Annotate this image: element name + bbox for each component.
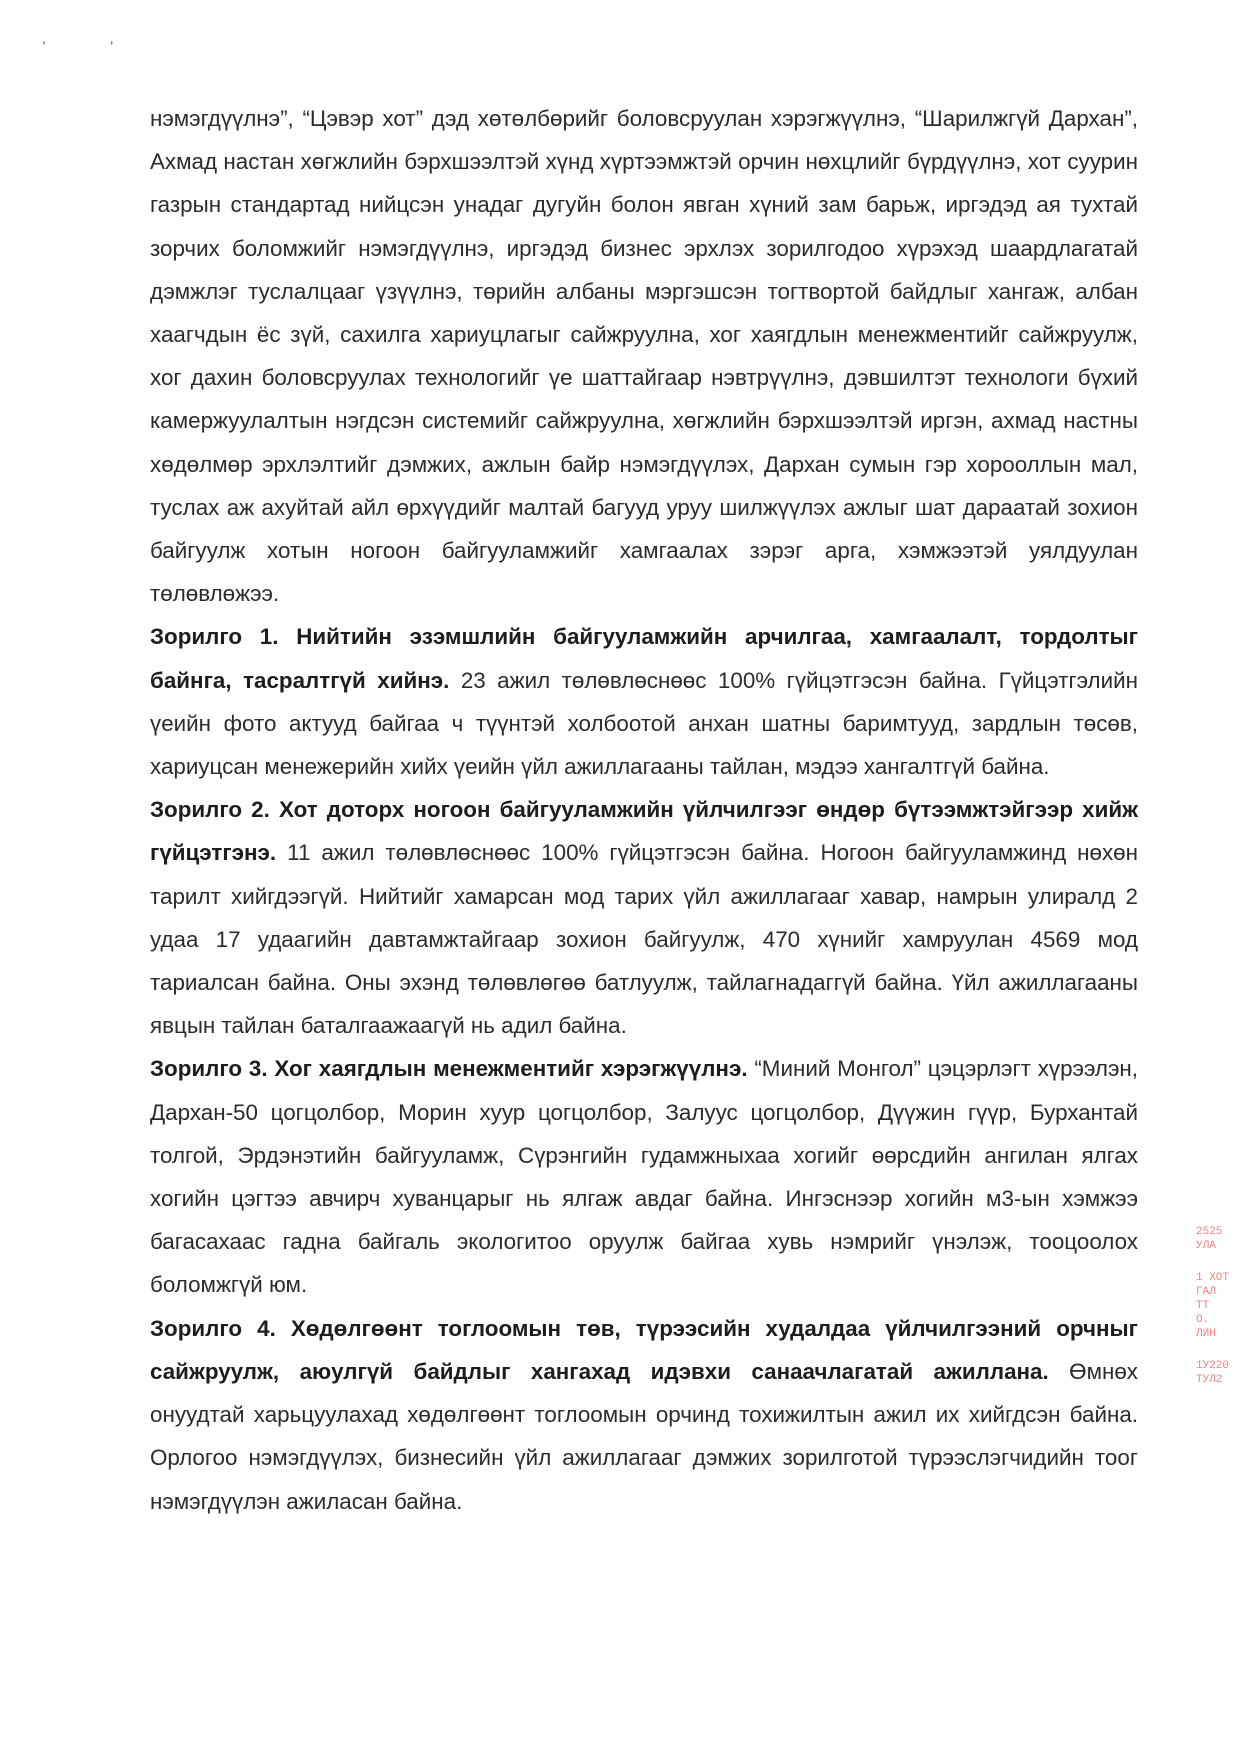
- stamp-line: ТУЛ2: [1196, 1374, 1223, 1386]
- stamp-line: ГАЛ: [1196, 1286, 1216, 1298]
- goal-heading: Зорилго 2. Хот доторх ногоон байгууламжийн үйлчилгээг өндөр бүтээмжтэйгээр хийж гүйцэтгэнэ.: [150, 797, 1138, 866]
- paragraph-text: 23 ажил төлөвлөснөөс 100% гүйцэтгэсэн байна. Гүйцэтгэлийн үеийн фото актууд байгаа ч түүнтэй холбоотой анхан шатны баримтууд, зардлын төсөв, хариуцсан менежерийн хийх үеийн үйл ажиллагааны тайлан, мэдээ хангалтгүй байна.: [150, 667, 1138, 780]
- goal-heading: Зорилго 1. Нийтийн эзэмшлийн байгууламжийн арчилгаа, хамгаалалт, тордолтыг байнга, тасралтгүй хийнэ.: [150, 624, 1138, 693]
- stamp-line: ТТ: [1196, 1300, 1210, 1312]
- margin-stamp: [1196, 1225, 1240, 1387]
- paragraph-goal-1: [150, 615, 1138, 788]
- stamp-line: 1 ХОТ: [1196, 1272, 1230, 1284]
- paragraph-intro: [150, 97, 1138, 615]
- paragraph-text: Өмнөх онуудтай харьцуулахад хөдөлгөөнт тоглоомын орчинд тохижилтын ажил их хийгдсэн байна. Орлогоо нэмэгдүүлэх, бизнесийн үйл ажиллагааг дэмжих зорилготой түрээслэгчидийн тоог нэмэгдүүлэн ажиласан байна.: [150, 1358, 1138, 1514]
- paragraph-goal-4: [150, 1307, 1138, 1523]
- stamp-line: 1У220: [1196, 1360, 1230, 1372]
- document-body: [150, 97, 1138, 1523]
- goal-heading: Зорилго 3. Хог хаягдлын менежментийг хэрэгжүүлнэ.: [150, 1056, 748, 1082]
- paragraph-goal-2: [150, 788, 1138, 1047]
- stamp-line: УЛА: [1196, 1240, 1216, 1252]
- stamp-line: О.: [1196, 1314, 1210, 1326]
- stamp-line: 2525: [1196, 1226, 1223, 1238]
- scan-artifact: , ,: [42, 30, 144, 46]
- paragraph-text: “Миний Монгол” цэцэрлэгт хүрээлэн, Дархан-50 цогцолбор, Морин хуур цогцолбор, Залуус цогцолбор, Дүүжин гүүр, Бурхантай толгой, Эрдэнэтийн байгууламж, Сүрэнгийн гудамжныхаа хогийг өөрсдийн ангилан ялгах хогийн цэгтээ авчирч хуванцарыг нь ялгаж авдаг байна. Ингэснээр хогийн м3-ын хэмжээ багасахаас гадна байгаль экологитоо оруулж байгаа хувь нэмрийг үнэлэж, тооцоолох боломжгүй юм.: [150, 1056, 1138, 1298]
- paragraph-goal-3: [150, 1047, 1138, 1306]
- goal-heading: Зорилго 4. Хөдөлгөөнт тоглоомын төв, түрээсийн худалдаа үйлчилгээний орчныг сайжруулж, аюулгүй байдлыг хангахад идэвхи санаачлагатай ажиллана.: [150, 1315, 1138, 1384]
- paragraph-text: 11 ажил төлөвлөснөөс 100% гүйцэтгэсэн байна. Ногоон байгууламжинд нөхөн тарилт хийгдээгүй. Нийтийг хамарсан мод тарих үйл ажиллагааг хавар, намрын улиралд 2 удаа 17 удаагийн давтамжтайгаар зохион байгуулж, 470 хүнийг хамруулан 4569 мод тариалсан байна. Оны эхэнд төлөвлөгөө батлуулж, тайлагнадаггүй байна. Үйл ажиллагааны явцын тайлан баталгаажаагүй нь адил байна.: [150, 840, 1138, 1039]
- paragraph-text: нэмэгдүүлнэ”, “Цэвэр хот” дэд хөтөлбөрийг боловсруулан хэрэгжүүлнэ, “Шарилжгүй Дархан”, Ахмад настан хөгжлийн бэрхшээлтэй хүнд хүртээмжтэй орчин нөхцлийг бүрдүүлнэ, хот суурин газрын стандартад нийцсэн унадаг дугуйн болон явган хүний зам барьж, иргэдэд ая тухтай зорчих боломжийг нэмэгдүүлнэ, иргэдэд бизнес эрхлэх зорилгодоо хүрэхэд шаардлагатай дэмжлэг туслалцааг үзүүлнэ, төрийн албаны мэргэшсэн тогтвортой байдлыг хангаж, албан хаагчдын ёс зүй, сахилга хариуцлагыг сайжруулна, хог хаягдлын менежментийг сайжруулж, хог дахин боловсруулах технологийг үе шаттайгаар нэвтрүүлнэ, дэвшилтэт технологи бүхий камержуулалтын нэгдсэн системийг сайжруулна, хөгжлийн бэрхшээлтэй иргэн, ахмад настны хөдөлмөр эрхлэлтийг дэмжих, ажлын байр нэмэгдүүлэх, Дархан сумын гэр хорооллын мал, туслах аж ахуйтай айл өрхүүдийг малтай багууд уруу шилжүүлэх ажлыг шат дараатай зохион байгуулж хотын ногоон байгууламжийг хамгаалах зэрэг арга, хэмжээтэй уялдуулан төлөвлөжээ.: [150, 106, 1138, 607]
- stamp-line: ЛИН: [1196, 1328, 1216, 1340]
